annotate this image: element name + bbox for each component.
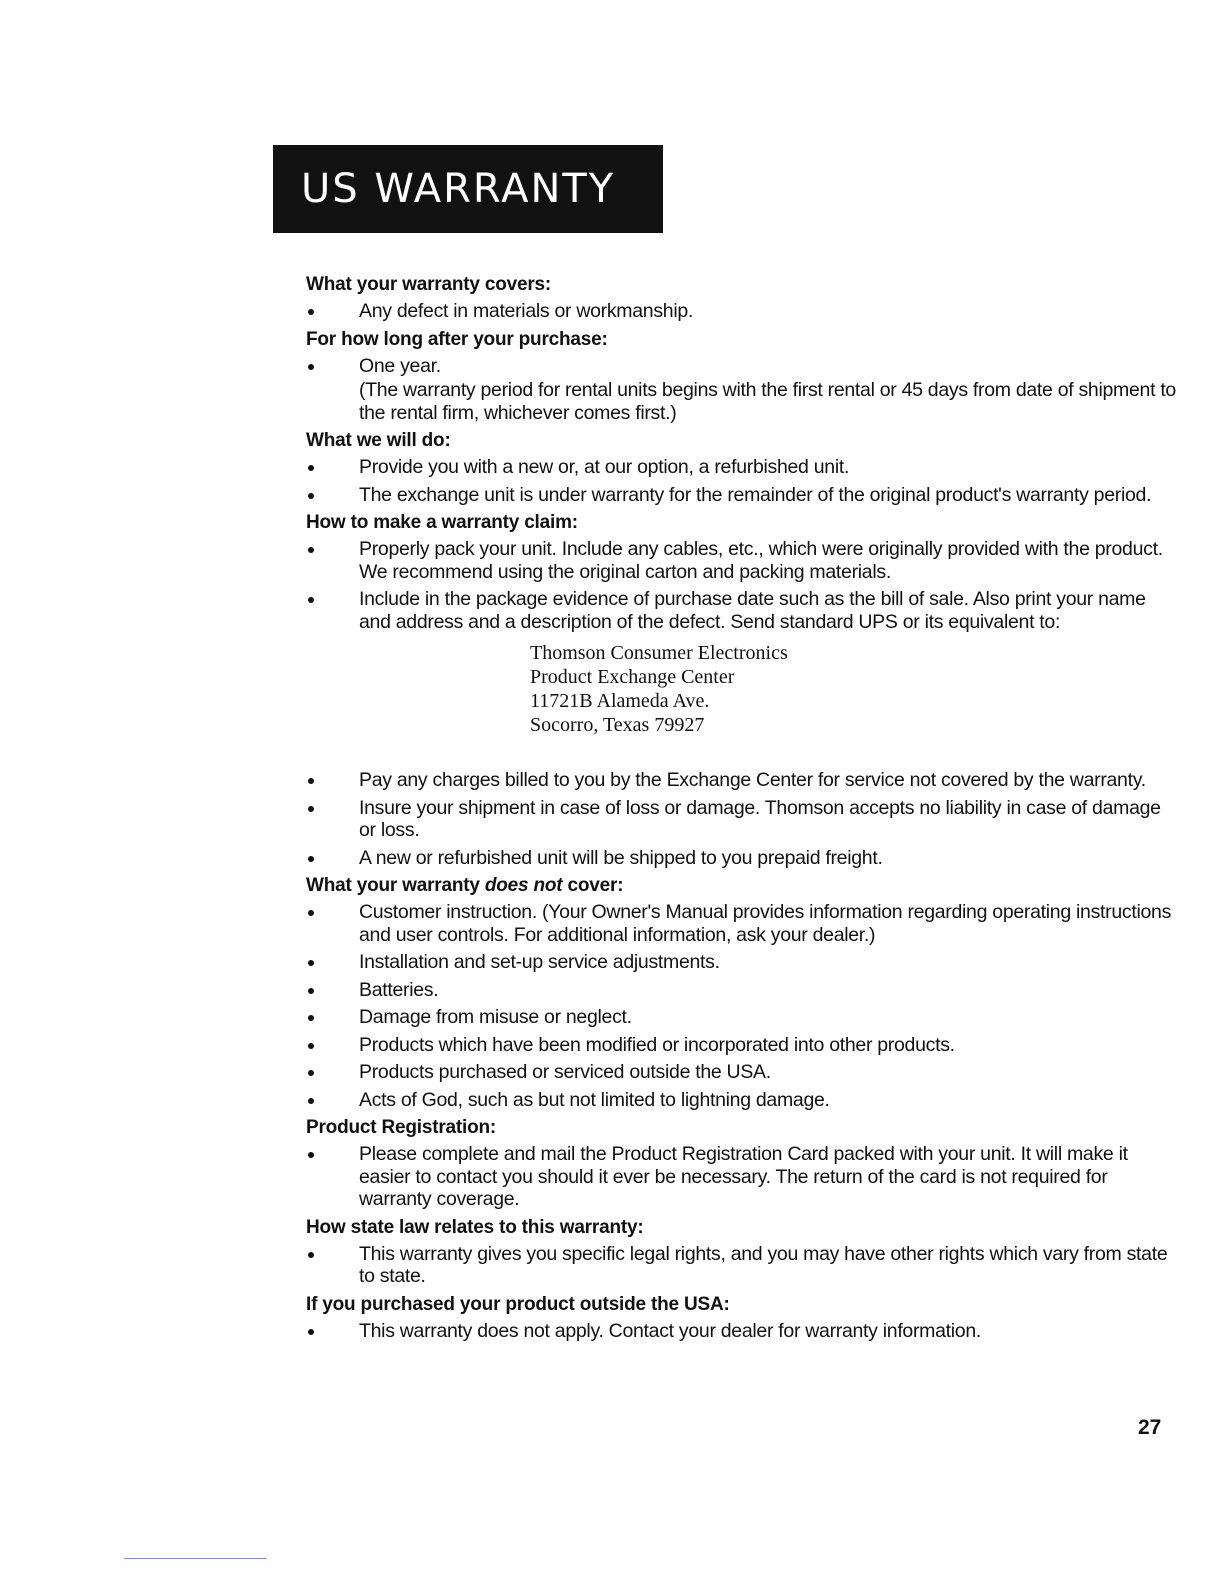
section-outside-usa [306, 1293, 1176, 1343]
warranty-content [306, 272, 1176, 1347]
section-not-cover [306, 874, 1176, 1111]
bullet-list [306, 1320, 1176, 1343]
page-title: US WARRANTY [301, 166, 616, 212]
address-line: Product Exchange Center [530, 666, 735, 688]
bullet-icon [308, 493, 314, 499]
bullet-icon [308, 1152, 314, 1158]
bullet-list [306, 769, 1176, 869]
bullet-icon [308, 465, 314, 471]
section-will-do [306, 429, 1176, 506]
address-line: Socorro, Texas 79927 [530, 714, 705, 736]
bullet-icon [308, 1015, 314, 1021]
bullet-icon [308, 309, 314, 315]
list-item: Installation and set-up service adjustments. [306, 951, 1176, 974]
list-item: This warranty gives you specific legal rights, and you may have other rights which vary from state to state. [306, 1243, 1176, 1288]
page-number: 27 [1138, 1416, 1162, 1439]
bullet-list [306, 456, 1176, 506]
footer-divider [124, 1558, 267, 1559]
section-heading: If you purchased your product outside the USA: [306, 1293, 730, 1315]
section-heading: For how long after your purchase: [306, 328, 608, 350]
bullet-icon [308, 910, 314, 916]
list-item: The exchange unit is under warranty for the remainder of the original product's warranty period. [306, 484, 1176, 507]
section-state-law [306, 1216, 1176, 1288]
list-item: Customer instruction. (Your Owner's Manual provides information regarding operating instructions and user controls. For additional information, ask your dealer.) [306, 901, 1176, 946]
bullet-list [306, 300, 1176, 323]
bullet-icon [308, 806, 314, 812]
bullet-icon [308, 1098, 314, 1104]
section-heading: What we will do: [306, 430, 451, 451]
list-item: Any defect in materials or workmanship. [306, 300, 1176, 323]
list-item: Damage from misuse or neglect. [306, 1006, 1176, 1029]
section-registration [306, 1116, 1176, 1211]
bullet-icon [308, 856, 314, 862]
section-claim [306, 511, 1176, 869]
bullet-icon [308, 547, 314, 553]
bullet-list [306, 1243, 1176, 1288]
section-heading: How state law relates to this warranty: [306, 1216, 644, 1238]
bullet-list [306, 901, 1176, 1111]
bullet-icon [308, 960, 314, 966]
bullet-list [306, 355, 1176, 378]
bullet-icon [308, 778, 314, 784]
bullet-icon [308, 597, 314, 603]
list-item: Please complete and mail the Product Registration Card packed with your unit. It will make it easier to contact you should it ever be necessary. The return of the card is not required for warranty coverage. [306, 1143, 1176, 1211]
list-item: A new or refurbished unit will be shipped to you prepaid freight. [306, 847, 1176, 870]
section-covers [306, 273, 1176, 323]
rental-note: (The warranty period for rental units begins with the first rental or 45 days from date of shipment to the rental firm, whichever comes first.) [359, 379, 1176, 424]
section-heading: Product Registration: [306, 1117, 497, 1138]
list-item: Pay any charges billed to you by the Exchange Center for service not covered by the warranty. [306, 769, 1176, 792]
section-heading: What your warranty does not cover: [306, 875, 624, 896]
bullet-icon [308, 1070, 314, 1076]
list-item: This warranty does not apply. Contact your dealer for warranty information. [306, 1320, 1176, 1343]
bullet-icon [308, 364, 314, 370]
section-duration [306, 328, 1176, 425]
list-item: Include in the package evidence of purchase date such as the bill of sale. Also print your name and address and a description of the defect. Send standard UPS or its equivalent to: [306, 588, 1176, 633]
address-line: 11721B Alameda Ave. [530, 690, 710, 712]
bullet-icon [308, 1329, 314, 1335]
exchange-center-address [306, 641, 1176, 737]
list-item: Provide you with a new or, at our option, a refurbished unit. [306, 456, 1176, 479]
address-line: Thomson Consumer Electronics [530, 642, 788, 664]
bullet-list [306, 1143, 1176, 1211]
section-heading: What your warranty covers: [306, 274, 552, 295]
heading-emphasis: does not [484, 875, 563, 896]
list-item: Acts of God, such as but not limited to lightning damage. [306, 1089, 1176, 1112]
bullet-icon [308, 1043, 314, 1049]
list-item: Insure your shipment in case of loss or damage. Thomson accepts no liability in case of damage or loss. [306, 797, 1176, 842]
list-item: One year. [306, 355, 1176, 378]
bullet-list [306, 538, 1176, 633]
list-item: Properly pack your unit. Include any cables, etc., which were originally provided with the product. We recommend using the original carton and packing materials. [306, 538, 1176, 583]
section-heading: How to make a warranty claim: [306, 512, 578, 533]
list-item: Products purchased or serviced outside the USA. [306, 1061, 1176, 1084]
bullet-icon [308, 1252, 314, 1258]
bullet-icon [308, 988, 314, 994]
list-item: Products which have been modified or incorporated into other products. [306, 1034, 1176, 1057]
title-banner [273, 145, 663, 233]
list-item: Batteries. [306, 979, 1176, 1002]
